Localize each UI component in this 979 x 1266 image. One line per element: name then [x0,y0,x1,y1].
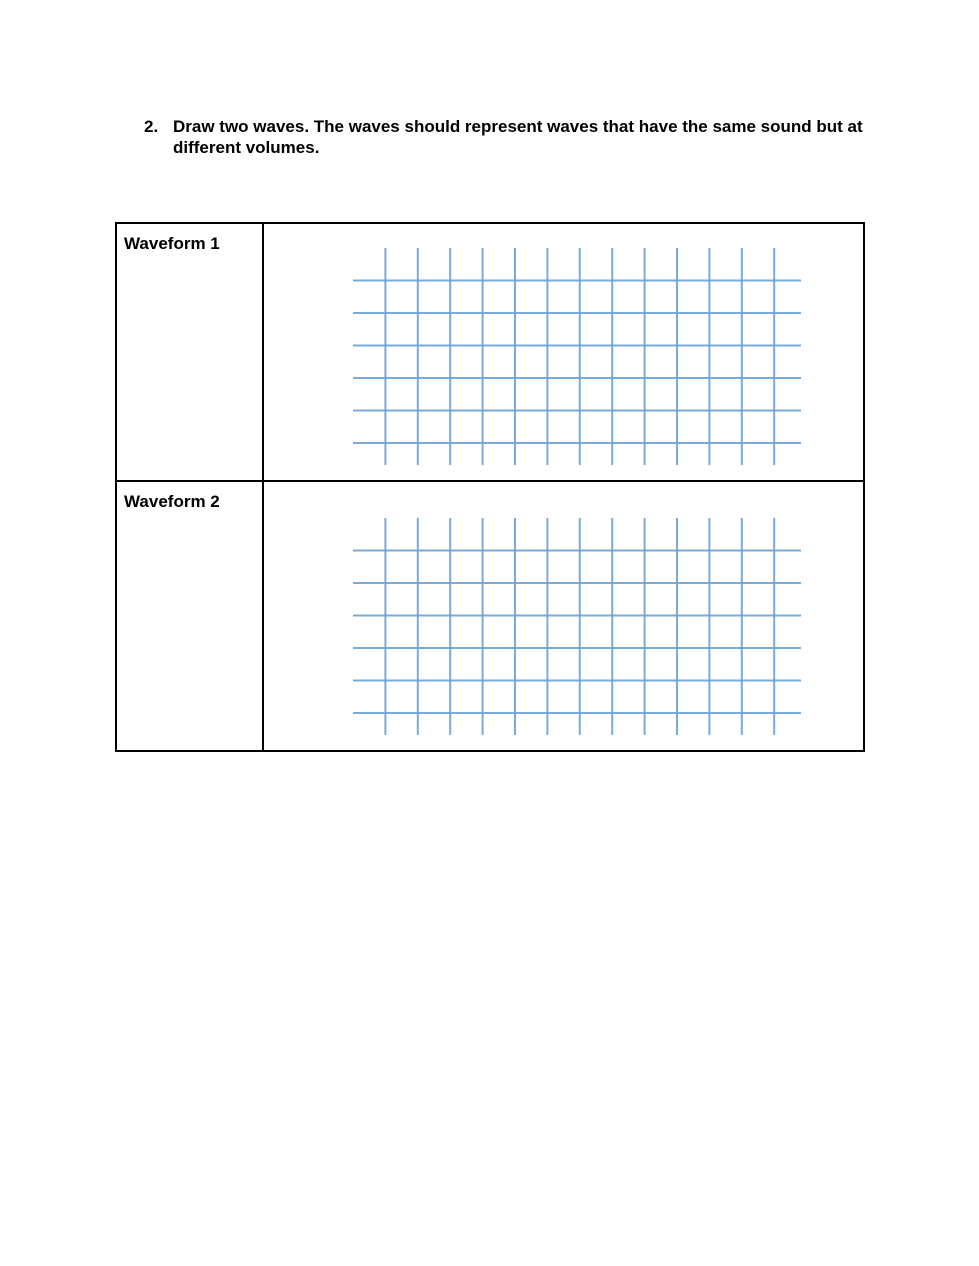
waveform-1-grid[interactable] [353,248,801,465]
waveform-1-label: Waveform 1 [117,224,264,480]
question-text: Draw two waves. The waves should represent waves that have the same sound but at different volumes. [173,117,863,157]
table-row [117,224,863,482]
waveform-1-drawing-area[interactable] [264,224,863,480]
question-block [144,116,864,158]
waveform-table [115,222,865,752]
question-number: 2. [144,117,159,136]
waveform-2-grid[interactable] [353,518,801,735]
waveform-2-drawing-area[interactable] [264,482,863,750]
waveform-2-label: Waveform 2 [117,482,264,750]
table-row [117,482,863,750]
